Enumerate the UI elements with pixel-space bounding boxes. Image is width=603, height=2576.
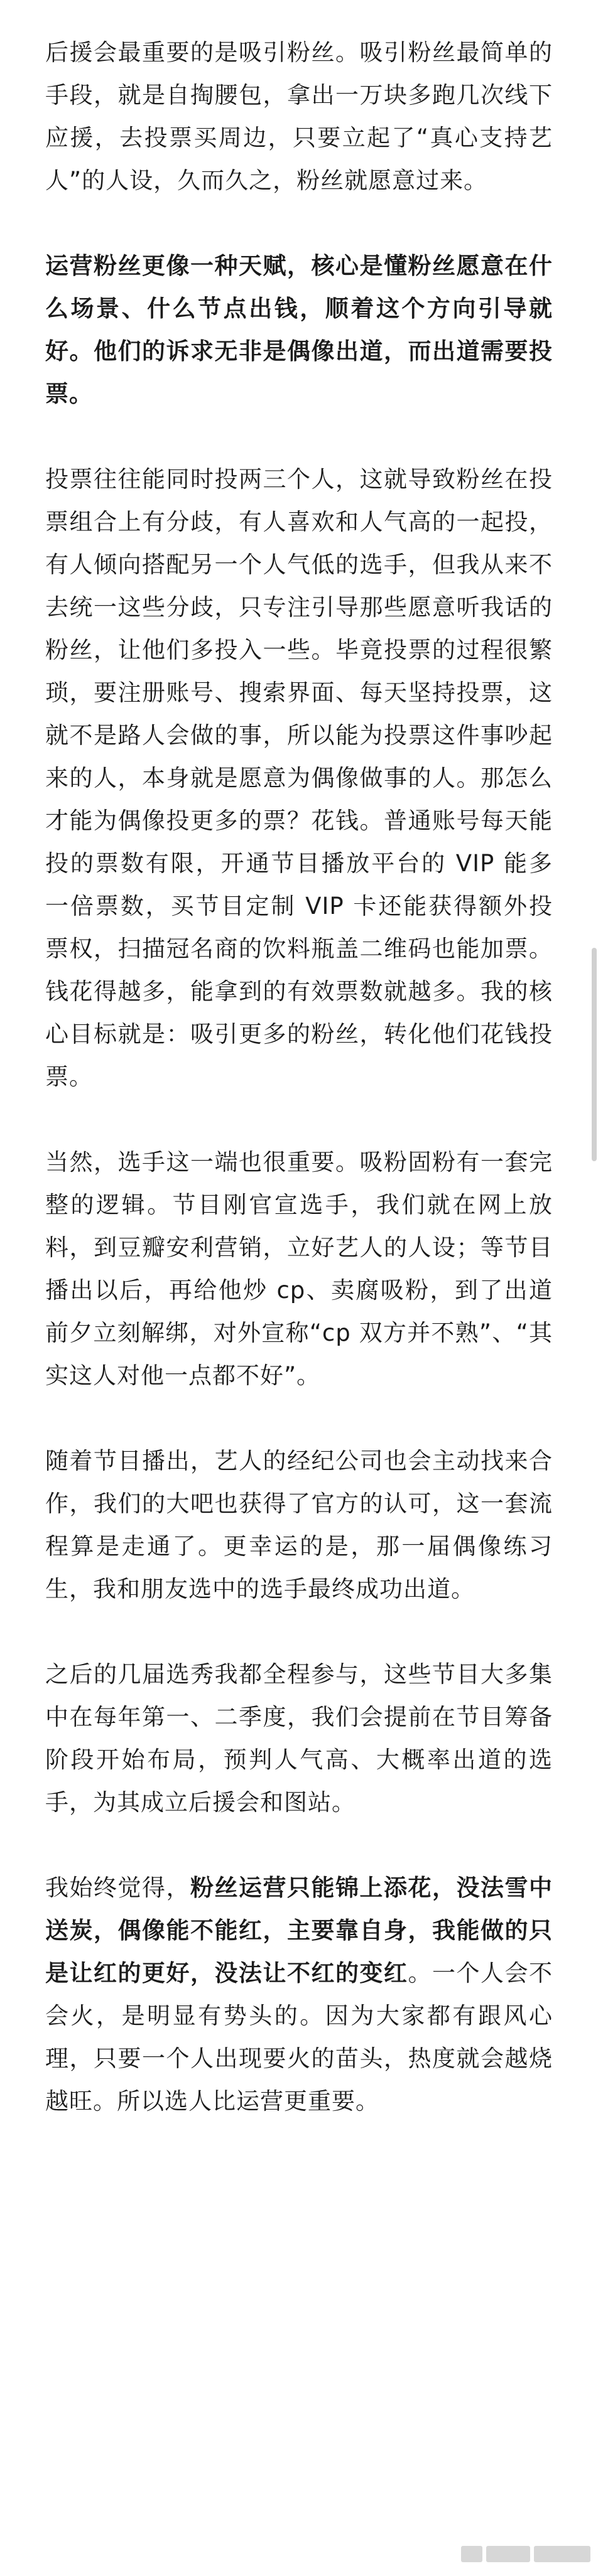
paragraph-6-text: 之后的几届选秀我都全程参与，这些节目大多集中在每年第一、二季度，我们会提前在节目筹备阶段开始布局，预判人气高、大概率出道的选手，为其成立后援会和图站。 bbox=[45, 1661, 553, 1816]
paragraph-1 bbox=[45, 31, 553, 202]
paragraph-4 bbox=[45, 1141, 553, 1397]
paragraph-4-text: 当然，选手这一端也很重要。吸粉固粉有一套完整的逻辑。节目刚官宣选手，我们就在网上放料，到豆瓣安利营销，立好艺人的人设；等节目播出以后，再给他炒 cp、卖腐吸粉，到了出道前夕立刻解绑，对外宣称“cp 双方并不熟”、“其实这人对他一点都不好”。 bbox=[45, 1149, 553, 1389]
watermark bbox=[427, 2543, 590, 2565]
watermark-mark bbox=[461, 2546, 482, 2562]
paragraph-7-text-bold: 粉丝运营只能锦上添花，没法雪中送炭，偶像能不能红，主要靠自身，我能做的只是让红的更好，没法让不红的变红 bbox=[45, 1874, 553, 1987]
article-body bbox=[45, 31, 553, 2123]
paragraph-2-bold bbox=[45, 245, 553, 416]
paragraph-7 bbox=[45, 1867, 553, 2123]
paragraph-3-text: 投票往往能同时投两三个人，这就导致粉丝在投票组合上有分歧，有人喜欢和人气高的一起投，有人倾向搭配另一个人气低的选手，但我从来不去统一这些分歧，只专注引导那些愿意听我话的粉丝，让他们多投入一些。毕竟投票的过程很繁琐，要注册账号、搜索界面、每天坚持投票，这就不是路人会做的事，所以能为投票这件事吵起来的人，本身就是愿意为偶像做事的人。那怎么才能为偶像投更多的票？花钱。普通账号每天能投的票数有限，开通节目播放平台的 VIP 能多一倍票数，买节目定制 VIP 卡还能获得额外投票权，扫描冠名商的饮料瓶盖二维码也能加票。钱花得越多，能拿到的有效票数就越多。我的核心目标就是：吸引更多的粉丝，转化他们花钱投票。 bbox=[45, 466, 553, 1090]
paragraph-2-text: 运营粉丝更像一种天赋，核心是懂粉丝愿意在什么场景、什么节点出钱，顺着这个方向引导就好。他们的诉求无非是偶像出道，而出道需要投票。 bbox=[45, 252, 553, 407]
watermark-mark bbox=[534, 2546, 590, 2562]
paragraph-3 bbox=[45, 458, 553, 1098]
watermark-mark bbox=[486, 2546, 530, 2562]
paragraph-7-text-tail: 。一个人会不会火，是明显有势头的。因为大家都有跟风心理，只要一个人出现要火的苗头，热度就会越烧越旺。所以选人比运营更重要。 bbox=[45, 1960, 553, 2115]
paragraph-5 bbox=[45, 1440, 553, 1611]
paragraph-5-text: 随着节目播出，艺人的经纪公司也会主动找来合作，我们的大吧也获得了官方的认可，这一套流程算是走通了。更幸运的是，那一届偶像练习生，我和朋友选中的选手最终成功出道。 bbox=[45, 1447, 553, 1602]
paragraph-1-text: 后援会最重要的是吸引粉丝。吸引粉丝最简单的手段，就是自掏腰包，拿出一万块多跑几次线下应援，去投票买周边，只要立起了“真心支持艺人”的人设，久而久之，粉丝就愿意过来。 bbox=[45, 39, 553, 194]
scrollbar-thumb[interactable] bbox=[592, 948, 597, 1161]
paragraph-6 bbox=[45, 1653, 553, 1824]
paragraph-7-text-lead: 我始终觉得， bbox=[45, 1874, 190, 1901]
